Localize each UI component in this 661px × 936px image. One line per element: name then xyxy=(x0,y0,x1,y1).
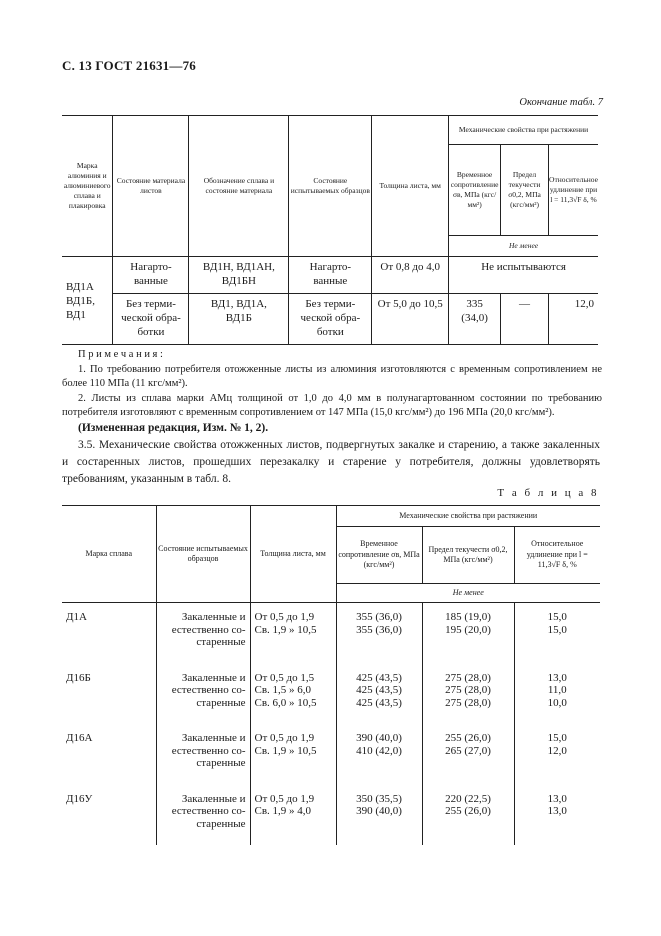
yield-cell: 220 (22,5) 255 (26,0) xyxy=(422,785,514,846)
grade-cell: Д16Б xyxy=(62,664,156,725)
sample-state-cell: Нагарто- ванные xyxy=(289,257,372,294)
elongation-cell: 15,0 15,0 xyxy=(514,603,600,664)
yield-cell: 255 (26,0) 265 (27,0) xyxy=(422,724,514,785)
header-tensile: Временное сопротивление σв, МПа (кгс/мм²) xyxy=(449,145,501,236)
thickness-cell: От 0,8 до 4,0 xyxy=(372,257,449,294)
yield-cell: 275 (28,0) 275 (28,0) 275 (28,0) xyxy=(422,664,514,725)
note-item: 2. Листы из сплава марки АМц толщиной от 1,0 до 4,0 мм в полунагартованном состоянии по требованию потребителя изготовляют с временным сопротивлением от 147 МПа (15,0 кгс/мм²) до 196 МПа (20,0 кгс/мм²). xyxy=(62,392,602,418)
yield-cell: 185 (19,0) 195 (20,0) xyxy=(422,603,514,664)
state-cell: Закаленные и естественно со- старенные xyxy=(156,603,250,664)
paragraph-3-5: 3.5. Механические свойства отожженных листов, подвергнутых закалке и старению, а также закаленных и состаренных листов, прошедших перезакалку и старение у потребителя, должны удовлетворять требованиям, указанным в табл. 8. xyxy=(62,439,600,485)
merged-result-cell: Не испытываются xyxy=(449,257,598,294)
grade-cell: Д16А xyxy=(62,724,156,785)
state-cell: Закаленные и естественно со- старенные xyxy=(156,785,250,846)
header-thickness: Толщина листа, мм xyxy=(250,506,336,603)
header-mech-group: Механические свойства при растяжении xyxy=(449,116,598,145)
header-grade: Марка алюминия и алюминиевого сплава и плакировка xyxy=(62,116,113,257)
note-item: 1. По требованию потребителя отожженные листы из алюминия изготовляются с временным сопротивлением не более 110 МПа (11 кгс/мм²). xyxy=(62,363,602,389)
header-yield: Предел текучести σ0,2, МПа (кгс/мм²) xyxy=(422,527,514,583)
header-yield: Предел текучести σ0,2, МПа (кгс/мм²) xyxy=(501,145,549,236)
table-row xyxy=(62,603,600,664)
tensile-cell: 425 (43,5) 425 (43,5) 425 (43,5) xyxy=(336,664,422,725)
header-grade: Марка сплава xyxy=(62,506,156,603)
header-designation: Обозначение сплава и состояние материала xyxy=(189,116,289,257)
designation-cell: ВД1Н, ВД1АН, ВД1БН xyxy=(189,257,289,294)
header-min-label: Не менее xyxy=(336,583,600,602)
header-sample-state: Состояние испытываемых образцов xyxy=(289,116,372,257)
header-tensile: Временное сопротивление σв, МПа (кгс/мм²) xyxy=(336,527,422,583)
thickness-cell: От 0,5 до 1,9 Св. 1,9 » 10,5 xyxy=(250,724,336,785)
header-elongation: Относительное удлинение при l = 11,3√F δ, % xyxy=(514,527,600,583)
grade-cell: Д1А xyxy=(62,603,156,664)
table-row: Нагарто- ванные xyxy=(113,257,189,294)
table-7 xyxy=(62,115,598,345)
table-7-continuation-label: Окончание табл. 7 xyxy=(519,97,603,108)
elongation-cell: 13,0 13,0 xyxy=(514,785,600,846)
tensile-cell: 335 (34,0) xyxy=(449,294,501,345)
grade-cell: ВД1А ВД1Б, ВД1 xyxy=(62,257,113,345)
yield-cell: — xyxy=(501,294,549,345)
state-cell: Закаленные и естественно со- старенные xyxy=(156,664,250,725)
sample-state-cell: Без терми- ческой обра- ботки xyxy=(289,294,372,345)
thickness-cell: От 5,0 до 10,5 xyxy=(372,294,449,345)
notes-title: П р и м е ч а н и я : xyxy=(78,349,163,360)
header-elongation: Относительное удлинение при l = 11,3√F δ, % xyxy=(549,145,598,236)
elongation-cell: 15,0 12,0 xyxy=(514,724,600,785)
header-thickness: Толщина листа, мм xyxy=(372,116,449,257)
thickness-cell: От 0,5 до 1,9 Св. 1,9 » 4,0 xyxy=(250,785,336,846)
notes-block xyxy=(62,348,602,421)
header-material-state: Состояние материала листов xyxy=(113,116,189,257)
designation-cell: ВД1, ВД1А, ВД1Б xyxy=(189,294,289,345)
elongation-cell: 13,0 11,0 10,0 xyxy=(514,664,600,725)
table-8 xyxy=(62,505,600,845)
revision-note: (Измененная редакция, Изм. № 1, 2). xyxy=(78,422,269,434)
elongation-cell: 12,0 xyxy=(549,294,598,345)
header-mech-group: Механические свойства при растяжении xyxy=(336,506,600,527)
thickness-cell: От 0,5 до 1,5 Св. 1,5 » 6,0 Св. 6,0 » 10,5 xyxy=(250,664,336,725)
page-title: С. 13 ГОСТ 21631—76 xyxy=(62,58,196,73)
grade-cell: Д16У xyxy=(62,785,156,846)
header-min-label: Не менее xyxy=(449,236,598,257)
tensile-cell: 355 (36,0) 355 (36,0) xyxy=(336,603,422,664)
table-row: Без терми- ческой обра- ботки xyxy=(113,294,189,345)
table-row xyxy=(62,785,600,846)
state-cell: Закаленные и естественно со- старенные xyxy=(156,724,250,785)
table-row xyxy=(62,664,600,725)
tensile-cell: 350 (35,5) 390 (40,0) xyxy=(336,785,422,846)
table-row xyxy=(62,724,600,785)
tensile-cell: 390 (40,0) 410 (42,0) xyxy=(336,724,422,785)
thickness-cell: От 0,5 до 1,9 Св. 1,9 » 10,5 xyxy=(250,603,336,664)
header-sample-state: Состояние испытываемых образцов xyxy=(156,506,250,603)
table-8-label: Т а б л и ц а 8 xyxy=(497,487,599,499)
